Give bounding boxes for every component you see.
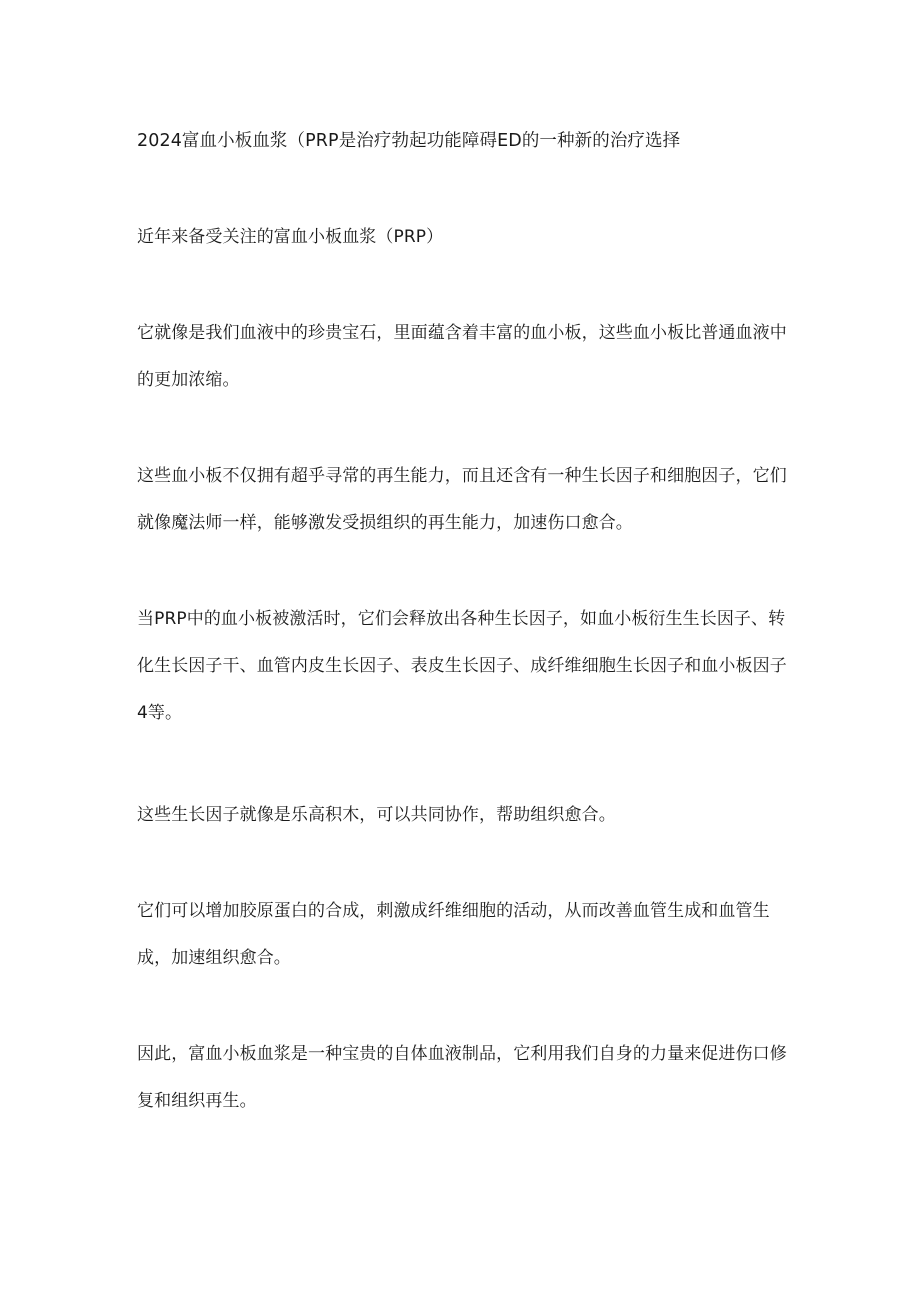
paragraph: 它们可以增加胶原蛋白的合成，刺激成纤维细胞的活动，从而改善血管生成和血管生成，加速组织愈合。 (137, 901, 770, 968)
document-subtitle: 近年来备受关注的富血小板血浆（PRP） (137, 227, 444, 247)
document-title: 2024富血小板血浆（PRP是治疗勃起功能障碍ED的一种新的治疗选择 (137, 131, 681, 151)
paragraph: 因此，富血小板血浆是一种宝贵的自体血液制品，它利用我们自身的力量来促进伤口修复和组织再生。 (137, 1044, 787, 1111)
paragraph: 这些血小板不仅拥有超乎寻常的再生能力，而且还含有一种生长因子和细胞因子，它们就像魔法师一样，能够激发受损组织的再生能力，加速伤口愈合。 (137, 466, 787, 533)
paragraph: 当PRP中的血小板被激活时，它们会释放出各种生长因子，如血小板衍生生长因子、转化生长因子干、血管内皮生长因子、表皮生长因子、成纤维细胞生长因子和血小板因子4等。 (137, 609, 787, 723)
paragraph: 这些生长因子就像是乐高积木，可以共同协作，帮助组织愈合。 (137, 805, 616, 825)
paragraph: 它就像是我们血液中的珍贵宝石，里面蕴含着丰富的血小板，这些血小板比普通血液中的更加浓缩。 (137, 323, 787, 390)
